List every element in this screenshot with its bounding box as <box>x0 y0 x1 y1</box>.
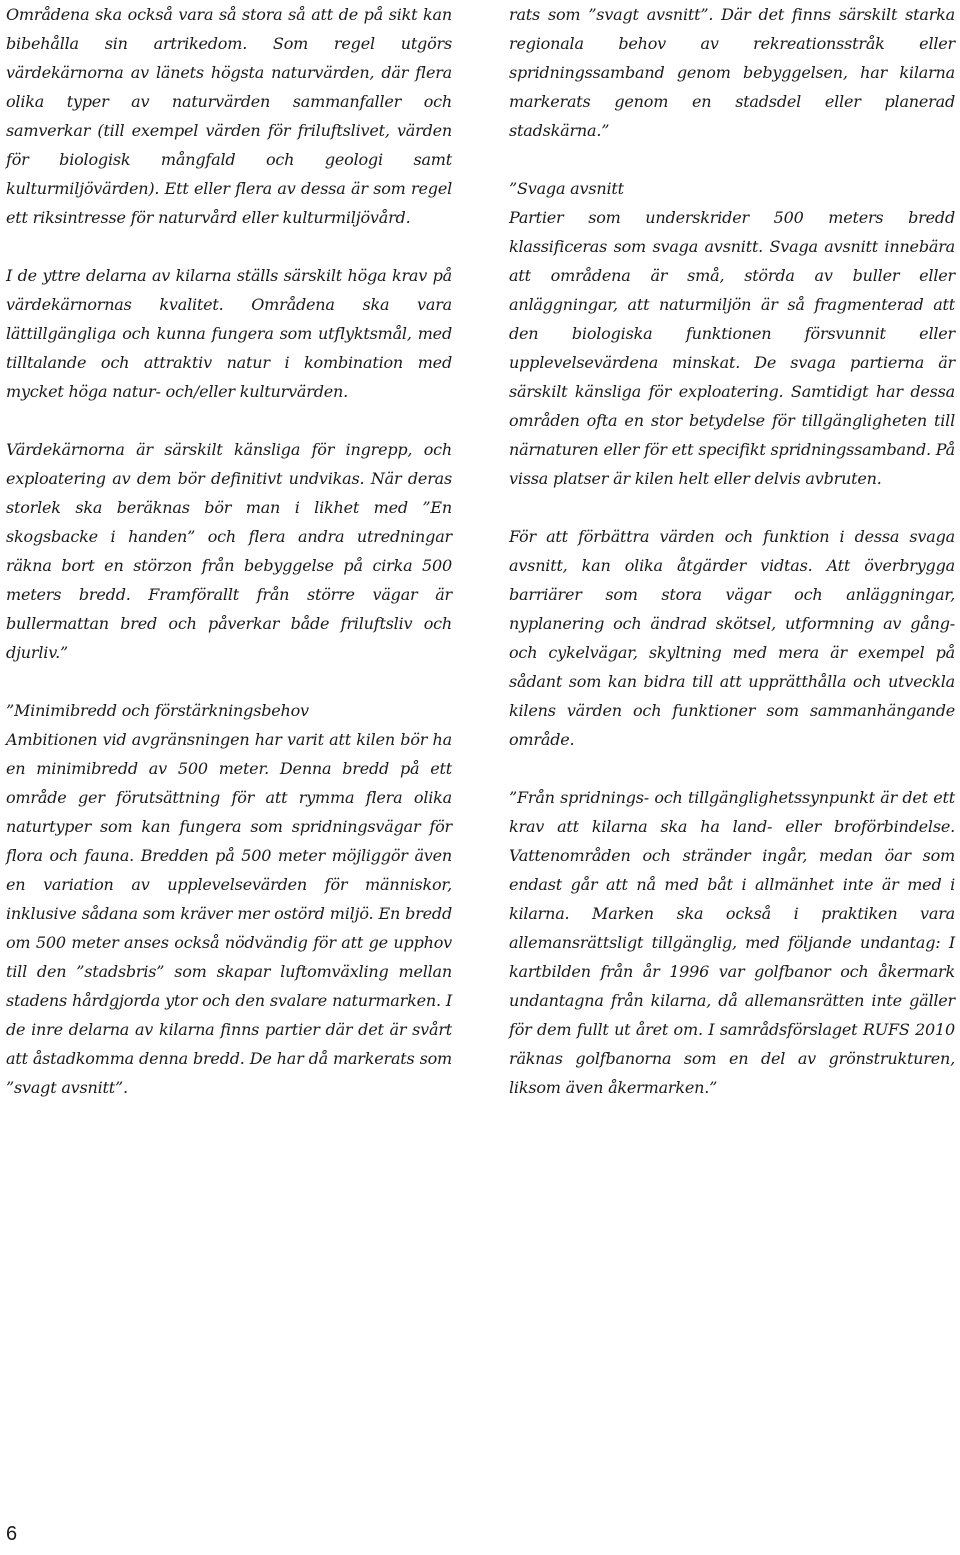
right-paragraph-2: Partier som underskrider 500 meters bredd klassificeras som svaga avsnitt. Svaga avsnitt innebära att områdena är små, störda av buller eller anläggningar, att naturmiljön är så fragmenterad att den biologiska funktionen försvunnit eller upplevelsevärdena minskat. De svaga partierna är särskilt känsliga för exploatering. Samtidigt har dessa områden ofta en stor betydelse för tillgängligheten till närnaturen eller för ett specifikt spridningssamband. På vissa platser är kilen helt eller delvis avbruten. <box>509 208 955 488</box>
left-column <box>6 0 452 1102</box>
left-paragraph-1: Områdena ska också vara så stora så att de på sikt kan bibehålla sin artrikedom. Som regel utgörs värdekärnorna av länets högsta naturvärden, där flera olika typer av naturvärden sammanfaller och samverkar (till exempel värden för friluftslivet, värden för biologisk mångfald och geologi samt kulturmiljövärden). Ett eller flera av dessa är som regel ett riksintresse för naturvård eller kulturmiljövård. <box>6 5 452 227</box>
right-paragraph-4: ”Från spridnings- och tillgänglighetssynpunkt är det ett krav att kilarna ska ha land- eller broförbindelse. Vattenområden och stränder ingår, medan öar som endast går att nå med båt i allmänhet inte är med i kilarna. Marken ska också i praktiken vara allemansrättsligt tillgänglig, med följande undantag: I kartbilden från år 1996 var golfbanor och åkermark undantagna från kilarna, då allemansrätten inte gäller för dem fullt ut året om. I samrådsförslaget RUFS 2010 räknas golfbanorna som en del av grönstrukturen, liksom även åkermarken.” <box>509 788 955 1097</box>
right-section-heading: ”Svaga avsnitt <box>509 179 624 198</box>
left-paragraph-2: I de yttre delarna av kilarna ställs särskilt höga krav på värdekärnornas kvalitet. Områdena ska vara lättillgängliga och kunna fungera som utflyktsmål, med tilltalande och attraktiv natur i kombination med mycket höga natur- och/eller kulturvärden. <box>6 266 452 401</box>
left-paragraph-3: Värdekärnorna är särskilt känsliga för ingrepp, och exploatering av dem bör definitivt undvikas. När deras storlek ska beräknas bör man i likhet med ”En skogsbacke i handen” och flera andra utredningar räkna bort en störzon från bebyggelse på cirka 500 meters bredd. Framförallt från större vägar är bullermattan bred och påverkar både friluftsliv och djurliv.” <box>6 440 452 662</box>
right-paragraph-3: För att förbättra värden och funktion i dessa svaga avsnitt, kan olika åtgärder vidtas. Att överbrygga barriärer som stora vägar och anläggningar, nyplanering och ändrad skötsel, utformning av gång- och cykelvägar, skyltning med mera är exempel på sådant som kan bidra till att upprätthålla och utveckla kilens värden och funktioner som sammanhängande område. <box>509 527 955 749</box>
right-column <box>509 0 955 1102</box>
right-paragraph-1: rats som ”svagt avsnitt”. Där det finns särskilt starka regionala behov av rekreationsstråk eller spridningssamband genom bebyggelsen, har kilarna markerats genom en stadsdel eller planerad stadskärna.” <box>509 5 955 140</box>
left-paragraph-4: Ambitionen vid avgränsningen har varit att kilen bör ha en minimibredd av 500 meter. Denna bredd på ett område ger förutsättning för att rymma flera olika naturtyper som kan fungera som spridningsvägar för flora och fauna. Bredden på 500 meter möjliggör även en variation av upplevelsevärden för människor, inklusive sådana som kräver mer ostörd miljö. En bredd om 500 meter anses också nödvändig för att ge upphov till den ”stadsbris” som skapar luftomväxling mellan stadens hårdgjorda ytor och den svalare naturmarken. I de inre delarna av kilarna finns partier där det är svårt att åstadkomma denna bredd. De har då markerats som ”svagt avsnitt”. <box>6 730 452 1097</box>
left-section-heading: ”Minimibredd och förstärkningsbehov <box>6 701 309 720</box>
page-number: 6 <box>6 1523 18 1545</box>
